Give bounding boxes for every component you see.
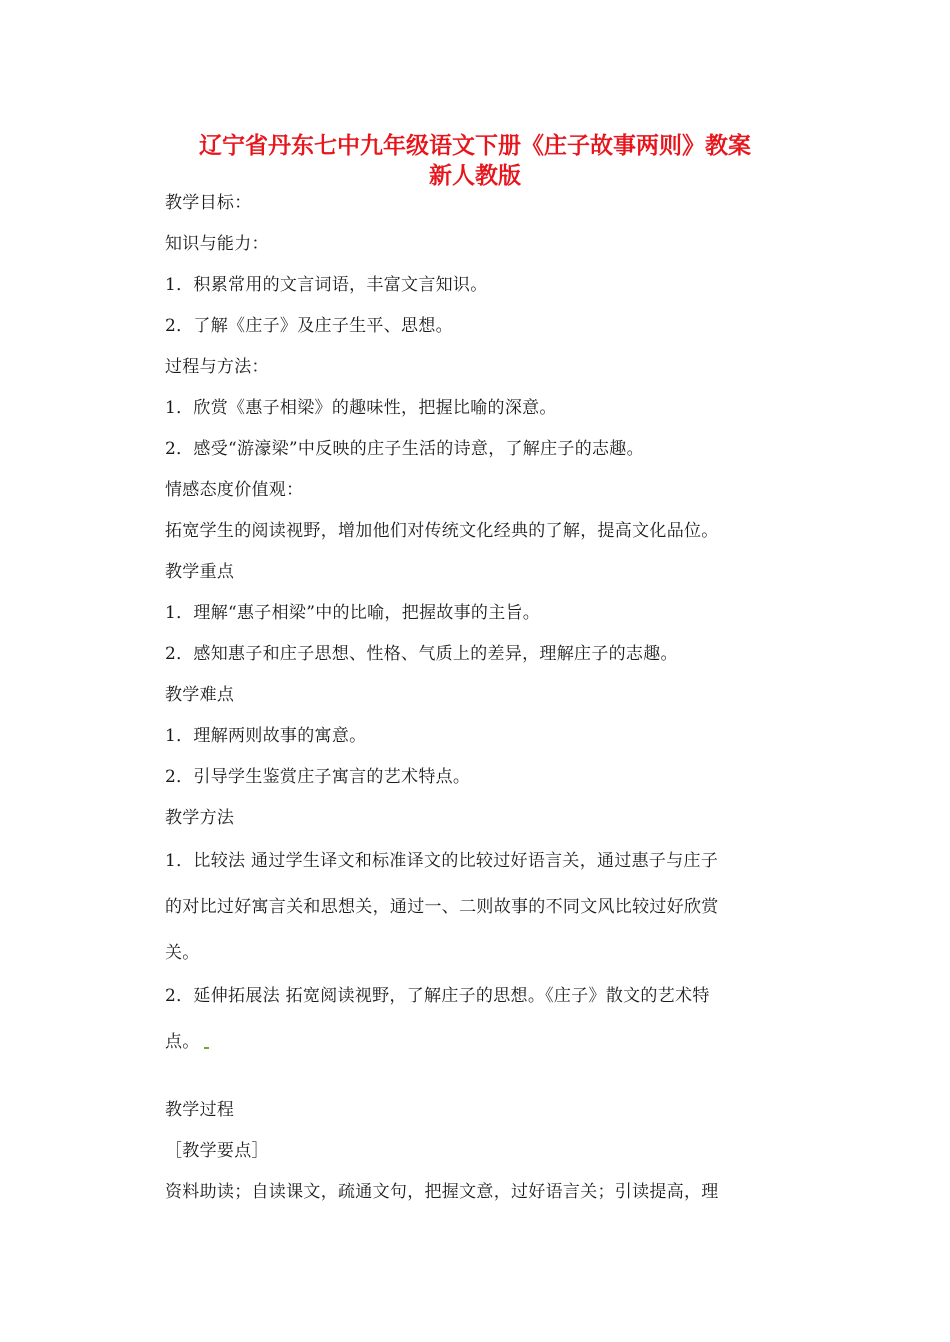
heading-teaching-process: 教学过程	[165, 1100, 235, 1120]
method-item-text: 的对比过好寓言关和思想关，通过一、二则故事的不同文风比较过好欣赏	[165, 897, 719, 917]
heading-teaching-methods: 教学方法	[165, 808, 235, 828]
heading-key-points: 教学重点	[165, 562, 235, 582]
green-mark	[204, 1047, 209, 1049]
heading-difficulties: 教学难点	[165, 685, 235, 705]
paragraph-text: 拓宽学生的阅读视野，增加他们对传统文化经典的了解，提高文化品位。	[165, 521, 719, 541]
document-title-line-1: 辽宁省丹东七中九年级语文下册《庄子故事两则》教案	[199, 133, 751, 159]
goal-item: 1．积累常用的文言词语，丰富文言知识。	[165, 275, 488, 295]
difficulty-item: 2．引导学生鉴赏庄子寓言的艺术特点。	[165, 767, 471, 787]
document-title-line-2: 新人教版	[429, 163, 521, 189]
method-item-text: 1．比较法 通过学生译文和标准译文的比较过好语言关，通过惠子与庄子	[165, 851, 719, 871]
goal-item: 2．了解《庄子》及庄子生平、思想。	[165, 316, 453, 336]
method-item-text-end	[165, 1031, 209, 1053]
subheading-emotion-values: 情感态度价值观：	[165, 480, 304, 500]
difficulty-item: 1．理解两则故事的寓意。	[165, 726, 367, 746]
goal-item: 2．感受“游濠梁”中反映的庄子生活的诗意，了解庄子的志趣。	[165, 439, 644, 459]
subheading-process-method: 过程与方法：	[165, 357, 269, 377]
heading-teaching-goals: 教学目标：	[165, 193, 252, 213]
subheading-teaching-essentials: ［教学要点］	[165, 1141, 269, 1161]
method-item-text: 关。	[165, 943, 200, 963]
key-point-item: 1．理解“惠子相梁”中的比喻，把握故事的主旨。	[165, 603, 541, 623]
method-item-text-end-label: 点。	[165, 1032, 200, 1052]
paragraph-text: 资料助读；自读课文，疏通文句，把握文意，过好语言关；引读提高，理	[165, 1182, 719, 1202]
method-item-text: 2．延伸拓展法 拓宽阅读视野，了解庄子的思想。《庄子》散文的艺术特	[165, 986, 710, 1006]
subheading-knowledge-ability: 知识与能力：	[165, 234, 269, 254]
goal-item: 1．欣赏《惠子相梁》的趣味性，把握比喻的深意。	[165, 398, 557, 418]
key-point-item: 2．感知惠子和庄子思想、性格、气质上的差异，理解庄子的志趣。	[165, 644, 678, 664]
